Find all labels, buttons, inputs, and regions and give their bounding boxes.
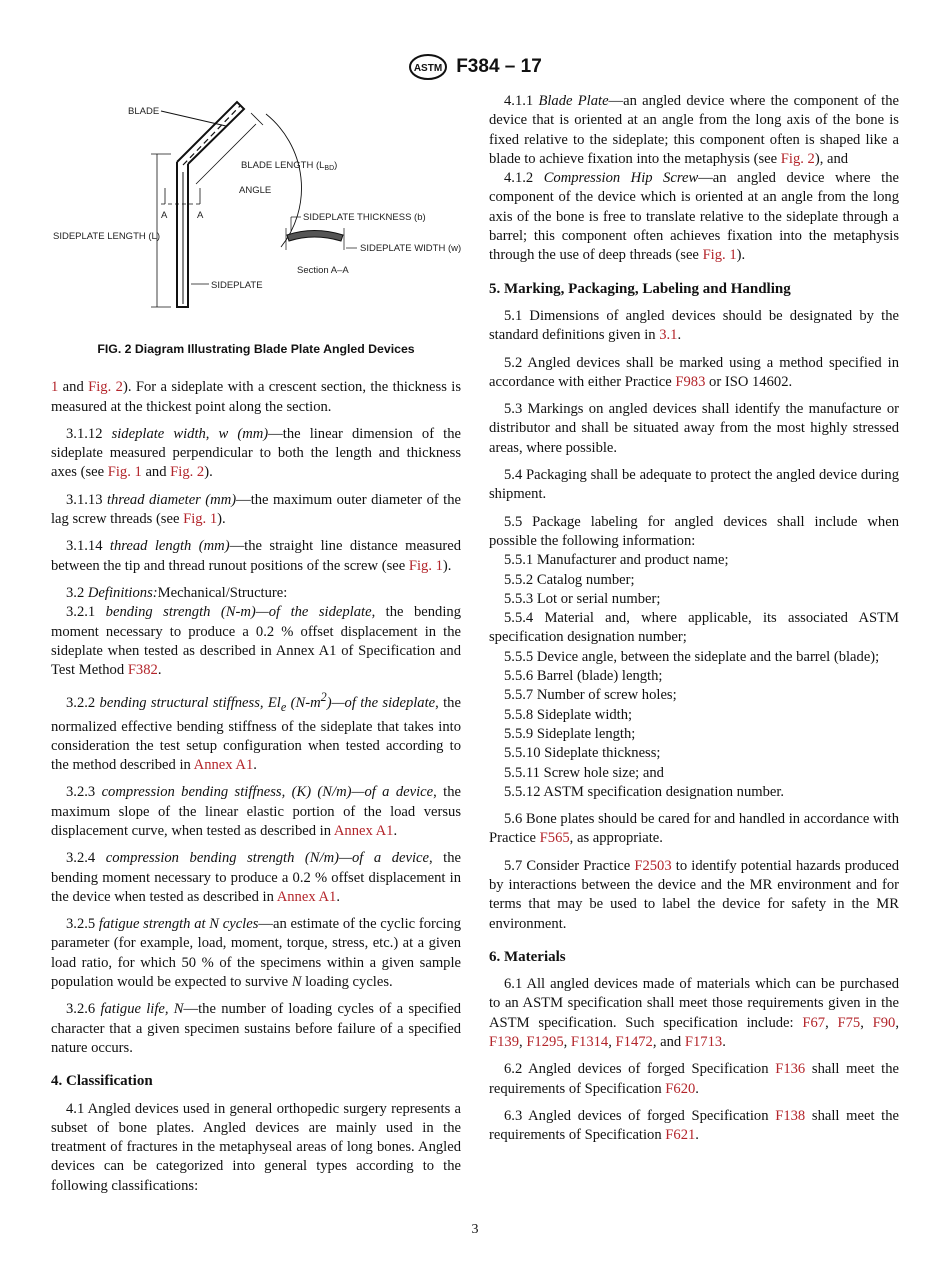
list-item: 5.5.9 Sideplate length;: [504, 725, 636, 742]
paragraph-5-6: 5.6 Bone plates should be cared for and handled in accordance with Practice F565, as appropriate.: [489, 811, 899, 847]
link-f1472[interactable]: F1472: [615, 1034, 653, 1051]
paragraph-6-2: 6.2 Angled devices of forged Specification F136 shall meet the requirements of Specification F620.: [489, 1061, 900, 1097]
label-info-list: [489, 551, 899, 802]
paragraph-3-2-5: 3.2.5 fatigue strength at N cycles—an estimate of the cyclic forcing parameter (for example, load, moment, torque, stress, etc.) at a given load ratio, for which 50 % of the specimens within a given sample population would be expected to survive N loading cycles.: [51, 916, 461, 991]
paragraph: 1 and Fig. 2). For a sideplate with a crescent section, the thickness is measured at the thickest point along the section.: [51, 379, 462, 415]
link-f2503[interactable]: F2503: [634, 857, 672, 874]
paragraph-3-1-12: 3.1.12 sideplate width, w (mm)—the linear dimension of the sideplate measured perpendicular to both the length and thickness axes (see Fig. 1 and Fig. 2).: [51, 425, 461, 481]
paragraph-5-3: 5.3 Markings on angled devices shall identify the manufacture or distributor and shall be situated away from the most highly stressed areas, where possible.: [489, 401, 899, 456]
link-fig1[interactable]: Fig. 1: [107, 464, 142, 481]
svg-text:SIDEPLATE: SIDEPLATE: [211, 280, 263, 291]
link-f983[interactable]: F983: [675, 373, 706, 390]
page-number: 3: [471, 1222, 479, 1237]
link-f382[interactable]: F382: [127, 662, 158, 679]
list-item: 5.5.1 Manufacturer and product name;: [504, 552, 729, 569]
link-fig2[interactable]: Fig. 2: [170, 464, 205, 481]
svg-text:ANGLE: ANGLE: [239, 185, 272, 196]
link-fig2[interactable]: Fig. 2: [780, 150, 815, 167]
section-heading-6: 6. Materials: [489, 948, 566, 965]
link-fig2[interactable]: Fig. 2: [88, 379, 123, 396]
paragraph-3-2-1: 3.2.1 bending strength (N-m)—of the sideplate, the bending moment necessary to produce a 0.2 % offset displacement in the sideplate when tested as described in Annex A1 of Specification and Test Method F382.: [51, 604, 461, 679]
list-item: 5.5.6 Barrel (blade) length;: [504, 668, 663, 685]
paragraph-3-1-13: 3.1.13 thread diameter (mm)—the maximum outer diameter of the lag screw threads (see Fig. 1).: [51, 491, 462, 528]
svg-text:SIDEPLATE LENGTH (L): SIDEPLATE LENGTH (L): [53, 231, 160, 242]
link-annex-a1[interactable]: Annex A1: [333, 823, 394, 839]
list-item: 5.5.5 Device angle, between the sideplate and the barrel (blade);: [504, 648, 880, 665]
list-item: 5.5.7 Number of screw holes;: [504, 687, 677, 704]
link-annex-a1[interactable]: Annex A1: [276, 888, 337, 905]
paragraph-3-2-4: 3.2.4 compression bending strength (N/m)—of a device, the bending moment necessary to produce a 0.2 % offset displacement in the device when tested as described in Annex A1.: [51, 850, 461, 905]
astm-logo-icon: [408, 54, 448, 80]
link-f1295[interactable]: F1295: [526, 1034, 564, 1051]
link-f621[interactable]: F621: [665, 1127, 696, 1144]
left-column: [51, 92, 461, 1204]
paragraph-5-4: 5.4 Packaging shall be adequate to protect the angled device during shipment.: [489, 467, 899, 503]
link-f136[interactable]: F136: [775, 1061, 806, 1078]
paragraph-4-1-2: 4.1.2 Compression Hip Screw—an angled device where the component of the device which is oriented at an angle from the long axis of the bone is free to translate relative to the sideplate through a barrel; this component often achieves fixation into the metaphysis through the use of deep threads (see Fig. 1).: [489, 170, 899, 264]
section-heading-4: 4. Classification: [51, 1073, 153, 1090]
paragraph-3-2-3: 3.2.3 compression bending stiffness, (K) (N/m)—of a device, the maximum slope of the linear elastic portion of the load versus displacement curve, when tested as described in Annex A1.: [51, 784, 461, 839]
link-fig1[interactable]: 1: [51, 379, 59, 396]
figure-caption: FIG. 2 Diagram Illustrating Blade Plate Angled Devices: [97, 342, 415, 356]
blade-plate-diagram: [51, 92, 461, 340]
link-annex-a1[interactable]: Annex A1: [193, 757, 254, 774]
svg-text:SIDEPLATE WIDTH (w): SIDEPLATE WIDTH (w): [360, 243, 461, 254]
list-item: 5.5.2 Catalog number;: [504, 571, 635, 588]
paragraph-6-3: 6.3 Angled devices of forged Specification F138 shall meet the requirements of Specification F621.: [489, 1107, 900, 1144]
svg-text:A: A: [161, 210, 168, 221]
link-f138[interactable]: F138: [775, 1107, 806, 1124]
list-item: 5.5.3 Lot or serial number;: [504, 590, 661, 607]
paragraph-6-1: 6.1 All angled devices made of materials which can be purchased to an ASTM specification shall meet those requirements given in the ASTM specification. Such specification include: F67, F75, F90, F139, F1295, F1314, F1472, and F1713.: [489, 976, 900, 1051]
right-column: [489, 92, 899, 1154]
page-header: [0, 54, 950, 80]
svg-text:BLADE: BLADE: [128, 106, 160, 117]
link-3-1[interactable]: 3.1: [659, 327, 678, 344]
figure-2: [51, 92, 461, 340]
link-f90[interactable]: F90: [872, 1014, 896, 1031]
list-item: 5.5.10 Sideplate thickness;: [504, 745, 661, 762]
link-f620[interactable]: F620: [665, 1080, 696, 1097]
paragraph-5-1: 5.1 Dimensions of angled devices should be designated by the standard definitions given in 3.1.: [489, 307, 899, 344]
paragraph-3-1-14: 3.1.14 thread length (mm)—the straight line distance measured between the tip and thread runout positions of the screw (see Fig. 1).: [51, 538, 462, 574]
link-fig1[interactable]: Fig. 1: [183, 511, 218, 528]
list-item: 5.5.11 Screw hole size; and: [504, 764, 664, 781]
paragraph-3-2-6: 3.2.6 fatigue life, N—the number of loading cycles of a specified character that a given specimen sustains before failure of a specified nature occurs.: [51, 1001, 461, 1056]
link-f1713[interactable]: F1713: [684, 1034, 723, 1051]
list-item: 5.5.4 Material and, where applicable, its associated ASTM specification designation number;: [489, 610, 899, 646]
svg-text:ASTM: ASTM: [414, 63, 443, 74]
designation: F384 – 17: [456, 56, 542, 77]
section-heading-5: 5. Marking, Packaging, Labeling and Handling: [489, 280, 791, 297]
link-fig1[interactable]: Fig. 1: [408, 557, 443, 574]
link-f565[interactable]: F565: [539, 830, 570, 847]
paragraph-5-7: 5.7 Consider Practice F2503 to identify potential hazards produced by interactions between the device and the MR environment and for terms that may be used to label the device for safety in the MR environment.: [489, 857, 899, 932]
list-item: 5.5.8 Sideplate width;: [504, 706, 633, 723]
svg-text:Section A–A: Section A–A: [297, 265, 349, 276]
link-f75[interactable]: F75: [837, 1014, 861, 1031]
link-fig1[interactable]: Fig. 1: [702, 247, 737, 264]
paragraph-4-1-1: 4.1.1 Blade Plate—an angled device where the component of the device that is oriented at an angle from the long axis of the bone is fixed relative to the sideplate; this component often is shaped like a blade to achieve fixation into the metaphysis (see Fig. 2), and: [489, 93, 899, 167]
svg-text:SIDEPLATE THICKNESS (b): SIDEPLATE THICKNESS (b): [303, 212, 426, 223]
link-f139[interactable]: F139: [489, 1034, 520, 1051]
link-f67[interactable]: F67: [802, 1014, 826, 1031]
svg-text:A: A: [197, 210, 204, 221]
paragraph-3-2-2: 3.2.2 bending structural stiffness, $El_e$ $(N-m^2)—of$ the sideplate, the normalized effective bending stiffness of the sideplate that takes into consideration the test setup configuration when tested according to the method described in Annex A1.: [51, 690, 461, 774]
paragraph-4-1: 4.1 Angled devices used in general orthopedic surgery represents a subset of bone plates. Angled devices are mainly used in the treatment of fractures in the metaphyseal areas of long bones. Angled devices can be categorized into general types according to the following classifications:: [51, 1100, 461, 1194]
paragraph-3-2: 3.2 Definitions:Mechanical/Structure:: [66, 584, 288, 601]
svg-text:BLADE LENGTH (LBD): BLADE LENGTH $(L_{BD})$: [241, 160, 338, 172]
paragraph-5-2: 5.2 Angled devices shall be marked using a method specified in accordance with either Practice F983 or ISO 14602.: [489, 354, 899, 390]
link-f1314[interactable]: F1314: [570, 1034, 609, 1051]
paragraph-5-5: 5.5 Package labeling for angled devices shall include when possible the following information:: [489, 513, 899, 549]
list-item: 5.5.12 ASTM specification designation number.: [504, 783, 785, 800]
